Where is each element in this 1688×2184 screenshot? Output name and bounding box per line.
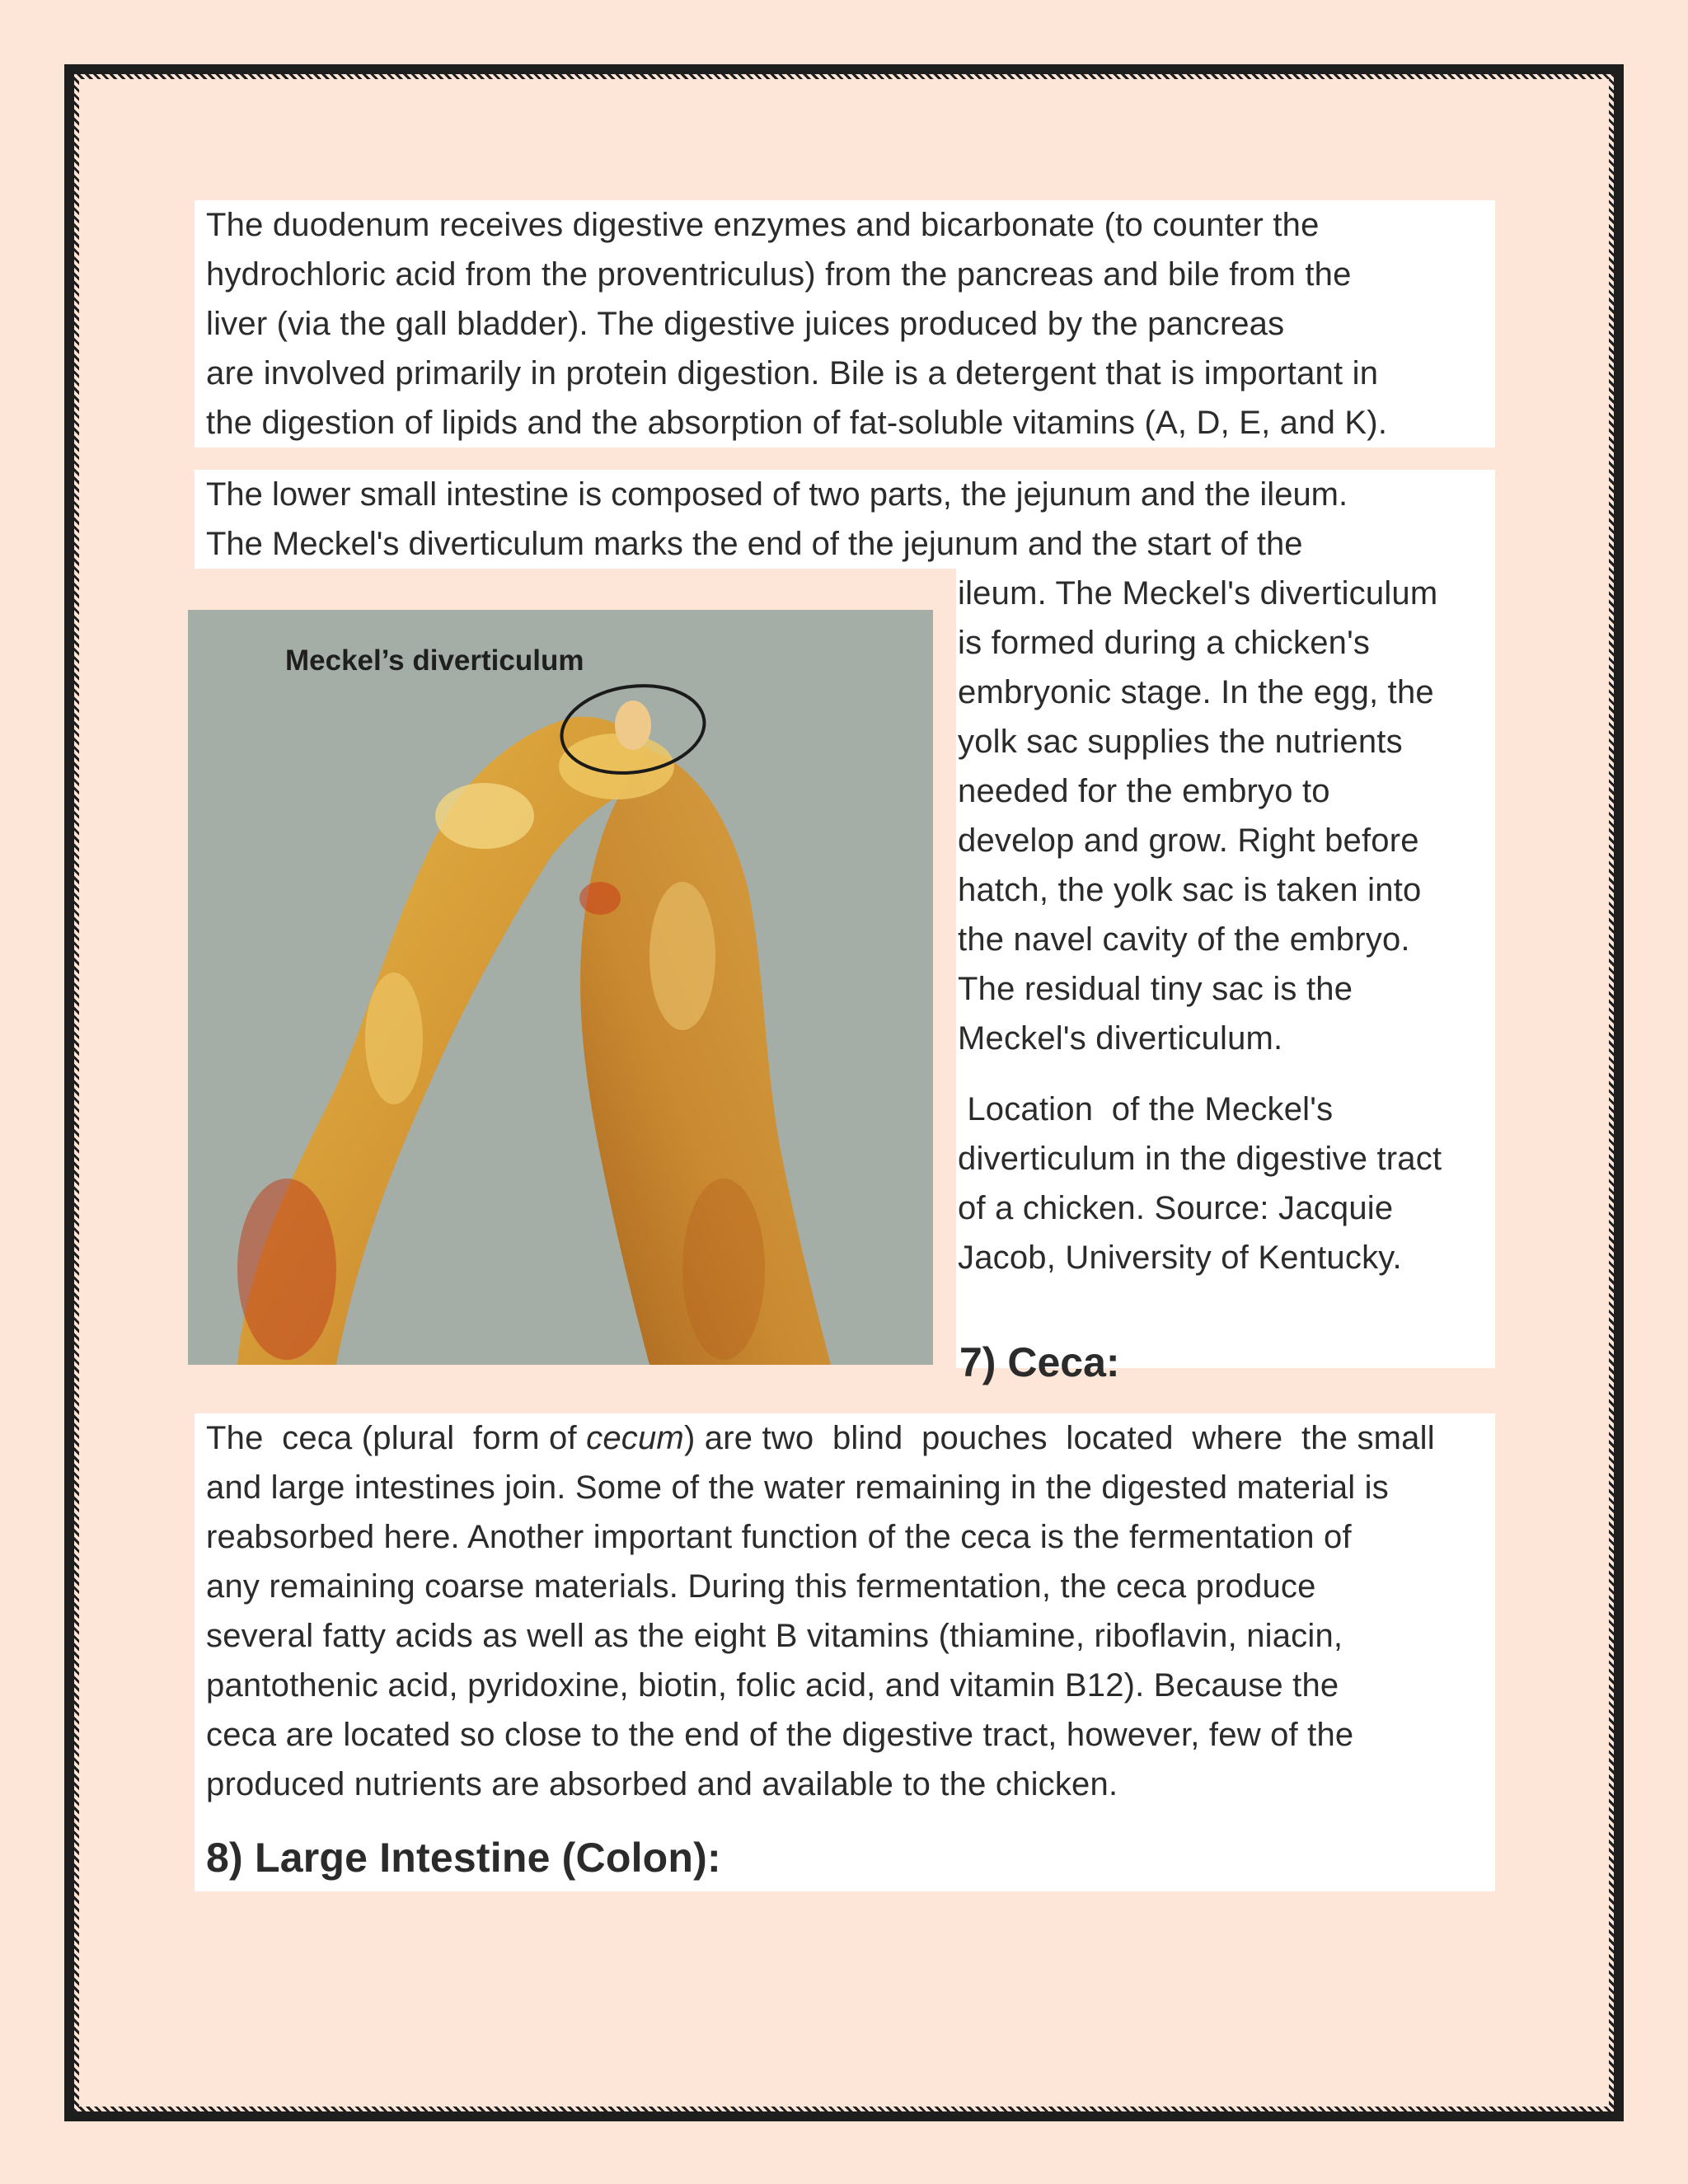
text-line: The lower small intestine is composed of two parts, the jejunum and the ileum. xyxy=(206,476,1348,513)
photo-caption xyxy=(958,1085,1495,1282)
text-line: hatch, the yolk sac is taken into xyxy=(958,872,1422,908)
text-line xyxy=(206,1413,1484,1463)
section-heading-colon: 8) Large Intestine (Colon): xyxy=(206,1835,721,1881)
text-line: hydrochloric acid from the proventriculus) from the pancreas and bile from the xyxy=(206,256,1352,293)
text-line: diverticulum in the digestive tract xyxy=(958,1141,1442,1177)
text-line: is formed during a chicken's xyxy=(958,625,1371,661)
text-line: the navel cavity of the embryo. xyxy=(958,921,1410,958)
text-segment: The ceca (plural form of xyxy=(206,1420,587,1456)
text-line: ceca are located so close to the end of the digestive tract, however, few of the xyxy=(206,1717,1354,1753)
text-segment: The Meckel's diverticulum marks the end of the xyxy=(206,526,894,562)
text-line xyxy=(206,519,1484,569)
text-line: of a chicken. Source: Jacquie xyxy=(958,1190,1394,1226)
text-line: reabsorbed here. Another important function of the ceca is the fermentation of xyxy=(206,1519,1352,1555)
text-line: The duodenum receives digestive enzymes and bicarbonate (to counter the xyxy=(206,207,1320,243)
meckels-diverticulum-photo xyxy=(188,610,933,1365)
text-line: develop and grow. Right before xyxy=(958,823,1419,859)
text-line: the digestion of lipids and the absorption of fat-soluble vitamins (A, D, E, and K). xyxy=(206,405,1388,441)
text-line: Location of the Meckel's xyxy=(958,1091,1334,1127)
duodenum-paragraph xyxy=(195,200,1495,448)
text-line: Meckel's diverticulum. xyxy=(958,1020,1283,1057)
text-line: The residual tiny sac is the xyxy=(958,971,1353,1007)
text-line: produced nutrients are absorbed and available to the chicken. xyxy=(206,1766,1118,1802)
text-line: needed for the embryo to xyxy=(958,773,1330,809)
ceca-paragraph xyxy=(195,1413,1495,1891)
text-line: liver (via the gall bladder). The digestive juices produced by the pancreas xyxy=(206,306,1285,342)
text-line: several fatty acids as well as the eight B vitamins (thiamine, riboflavin, niacin, xyxy=(206,1618,1343,1654)
text-line: pantothenic acid, pyridoxine, biotin, folic acid, and vitamin B12). Because the xyxy=(206,1667,1339,1704)
text-line: yolk sac supplies the nutrients xyxy=(958,724,1403,760)
text-italic: cecum xyxy=(586,1420,684,1456)
text-segment: jejunum and the start of the xyxy=(903,526,1303,562)
photo-label: Meckel’s diverticulum xyxy=(285,644,584,677)
text-segment: ) are two blind pouches located where the small xyxy=(683,1420,1435,1456)
text-line: are involved primarily in protein digestion. Bile is a detergent that is important in xyxy=(206,355,1379,391)
intestine-illustration xyxy=(188,610,933,1365)
lower-intestine-paragraph xyxy=(195,470,1495,569)
section-heading-ceca: 7) Ceca: xyxy=(959,1339,1120,1385)
side-column xyxy=(956,569,1495,1368)
text-line: ileum. The Meckel's diverticulum xyxy=(958,575,1438,612)
text-line: and large intestines join. Some of the water remaining in the digested material is xyxy=(206,1469,1389,1506)
text-line: Jacob, University of Kentucky. xyxy=(958,1240,1402,1276)
text-line: any remaining coarse materials. During this fermentation, the ceca produce xyxy=(206,1568,1316,1605)
text-line: embryonic stage. In the egg, the xyxy=(958,674,1434,710)
